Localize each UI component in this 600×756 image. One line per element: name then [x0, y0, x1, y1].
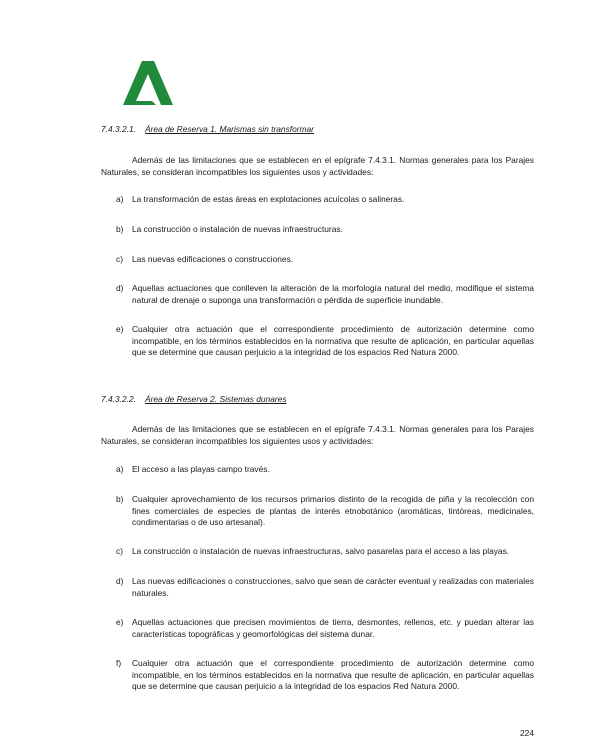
item-letter: b): [116, 224, 124, 234]
list-item: [116, 324, 534, 359]
list-item: [116, 658, 534, 693]
item-letter: c): [116, 254, 123, 264]
list-item: [116, 494, 534, 529]
item-letter: d): [116, 576, 124, 586]
item-text: Aquellas actuaciones que conlleven la alteración de la morfología natural del medio, modifique el sistema natural de drenaje o suponga una transformación o pérdida de superficie inundable.: [132, 283, 534, 305]
section-heading: [101, 124, 314, 135]
item-text: La construcción o instalación de nuevas infraestructuras.: [132, 224, 343, 234]
list-item: [116, 283, 534, 306]
intro-text: Además de las limitaciones que se establecen en el epígrafe 7.4.3.1. Normas generales para los Parajes Naturales, se consideran incompatibles los siguientes usos y actividades:: [101, 155, 534, 177]
list-item: [116, 546, 534, 558]
list-item: [116, 576, 534, 599]
list-item: [116, 254, 534, 266]
intro-text: Además de las limitaciones que se establecen en el epígrafe 7.4.3.1. Normas generales para los Parajes Naturales, se consideran incompatibles los siguientes usos y actividades:: [101, 424, 534, 446]
item-text: Cualquier otra actuación que el correspondiente procedimiento de autorización determine como incompatible, en los términos establecidos en la normativa que resulte de aplicación, en particular aquellas que se determine que causan perjuicio a la integridad de los espacios Red Natura 2000.: [132, 658, 534, 691]
item-letter: e): [116, 324, 124, 334]
section-title: Área de Reserva 2. Sistemas dunares: [145, 394, 287, 404]
item-letter: d): [116, 283, 124, 293]
item-letter: f): [116, 658, 122, 668]
item-text: El acceso a las playas campo través.: [132, 464, 270, 474]
item-text: La transformación de estas áreas en explotaciones acuícolas o salineras.: [132, 194, 405, 204]
item-text: La construcción o instalación de nuevas infraestructuras, salvo pasarelas para el acceso a las playas.: [132, 546, 510, 556]
item-text: Las nuevas edificaciones o construcciones.: [132, 254, 294, 264]
item-letter: e): [116, 617, 124, 627]
list-item: [116, 224, 534, 236]
item-text: Aquellas actuaciones que precisen movimientos de tierra, desmontes, rellenos, etc. y puedan alterar las características topográficas y geomorfológicas del sistema dunar.: [132, 617, 534, 639]
list-item: [116, 194, 534, 206]
page-number: 224: [520, 728, 534, 738]
item-text: Las nuevas edificaciones o construcciones, salvo que sean de carácter eventual y realizadas con materiales naturales.: [132, 576, 534, 598]
item-letter: a): [116, 464, 124, 474]
section-intro: [101, 155, 534, 178]
item-text: Cualquier aprovechamiento de los recursos primarios distinto de la recogida de piña y la recolección con fines comerciales de especies de plantas de interés etnobotánico (aromáticas, tintóreas, medicinales, condimentarias o de uso artesanal).: [132, 494, 534, 527]
section-number: 7.4.3.2.2.: [101, 394, 136, 404]
section-intro: [101, 424, 534, 447]
section-heading: [101, 394, 287, 405]
list-item: [116, 617, 534, 640]
list-item: [116, 464, 534, 476]
section-number: 7.4.3.2.1.: [101, 124, 136, 134]
section-title: Área de Reserva 1. Marismas sin transformar: [145, 124, 314, 134]
item-letter: c): [116, 546, 123, 556]
junta-andalucia-logo-icon: [123, 61, 173, 105]
item-text: Cualquier otra actuación que el correspondiente procedimiento de autorización determine como incompatible, en los términos establecidos en la normativa que resulte de aplicación, en particular aquellas que se determine que causan perjuicio a la integridad de los espacios Red Natura 2000.: [132, 324, 534, 357]
item-letter: a): [116, 194, 124, 204]
item-letter: b): [116, 494, 124, 504]
